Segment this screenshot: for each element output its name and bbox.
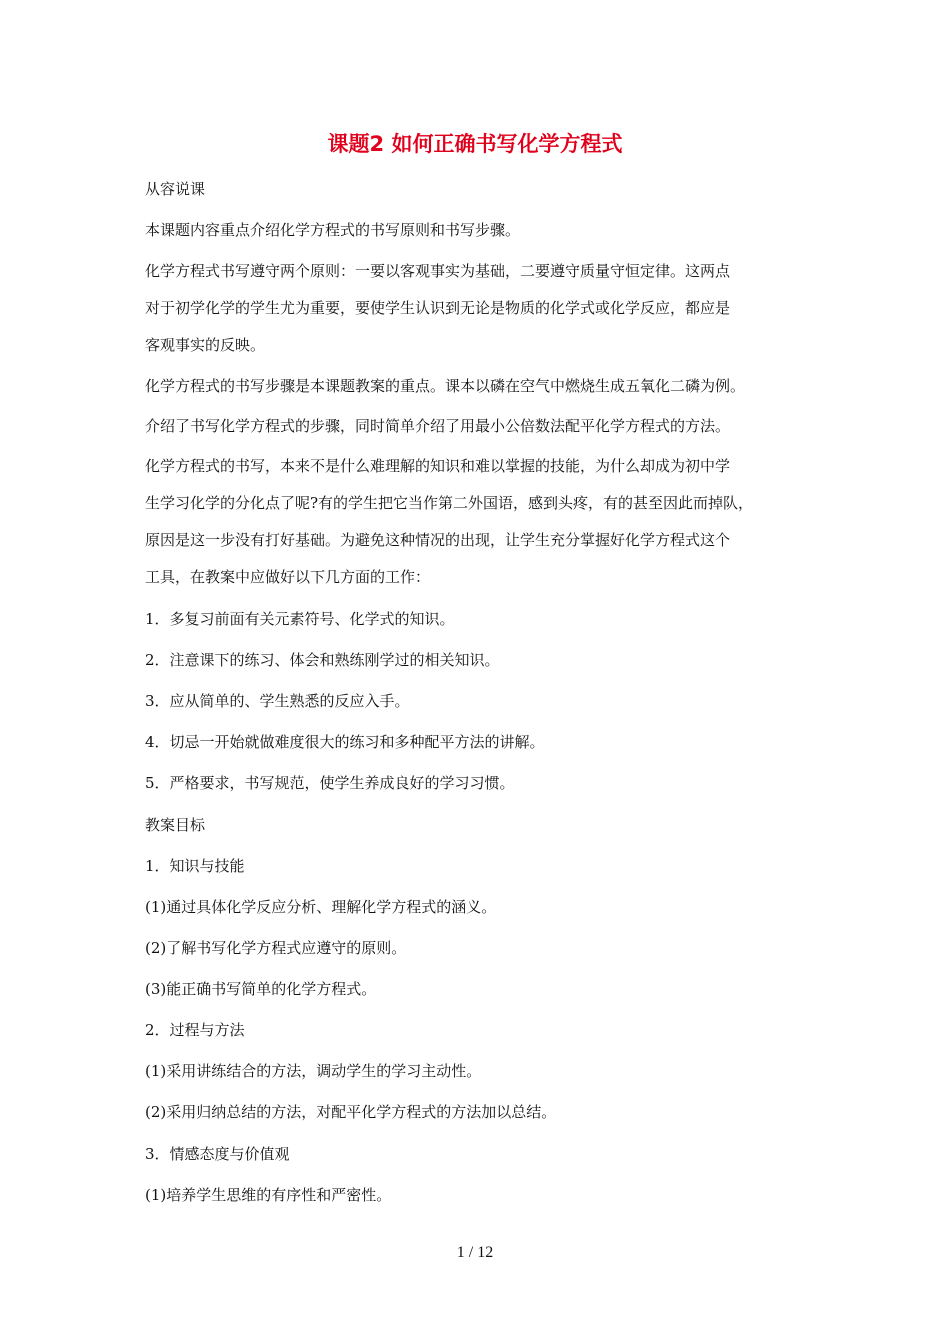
subsection-heading: 3．情感态度与价值观	[145, 1145, 290, 1163]
list-item: 1．多复习前面有关元素符号、化学式的知识。	[145, 610, 455, 628]
paragraph-line: 化学方程式的书写，本来不是什么难理解的知识和难以掌握的技能，为什么却成为初中学	[145, 457, 731, 475]
list-item: 5．严格要求，书写规范，使学生养成良好的学习习惯。	[145, 774, 515, 792]
paragraph-line: 原因是这一步没有打好基础。为避免这种情况的出现，让学生充分掌握好化学方程式这个	[145, 531, 731, 549]
page-title: 课题2 如何正确书写化学方程式	[327, 132, 623, 156]
paragraph-line: 化学方程式书写遵守两个原则：一要以客观事实为基础，二要遵守质量守恒定律。这两点	[145, 262, 731, 280]
subsection-heading: 1．知识与技能	[145, 857, 245, 875]
list-item: 2．注意课下的练习、体会和熟练刚学过的相关知识。	[145, 651, 500, 669]
list-item: (1)培养学生思维的有序性和严密性。	[145, 1186, 392, 1204]
list-item: (3)能正确书写简单的化学方程式。	[145, 980, 377, 998]
page-number: 1 / 12	[456, 1244, 494, 1261]
paragraph-line: 对于初学化学的学生尤为重要，要使学生认识到无论是物质的化学式或化学反应，都应是	[145, 299, 731, 317]
paragraph-line: 本课题内容重点介绍化学方程式的书写原则和书写步骤。	[145, 221, 521, 239]
paragraph-line: 生学习化学的分化点了呢?有的学生把它当作第二外国语，感到头疼，有的甚至因此而掉队，	[145, 494, 754, 512]
list-item: 4．切忌一开始就做难度很大的练习和多种配平方法的讲解。	[145, 733, 545, 751]
paragraph-line: 工具，在教案中应做好以下几方面的工作：	[145, 568, 431, 586]
list-item: 3．应从简单的、学生熟悉的反应入手。	[145, 692, 410, 710]
paragraph-line: 介绍了书写化学方程式的步骤，同时简单介绍了用最小公倍数法配平化学方程式的方法。	[145, 417, 731, 435]
subsection-heading: 2．过程与方法	[145, 1021, 245, 1039]
paragraph-line: 化学方程式的书写步骤是本课题教案的重点。课本以磷在空气中燃烧生成五氧化二磷为例。	[145, 377, 746, 395]
paragraph-line: 客观事实的反映。	[145, 336, 266, 354]
list-item: (2)了解书写化学方程式应遵守的原则。	[145, 939, 407, 957]
list-item: (1)通过具体化学反应分析、理解化学方程式的涵义。	[145, 898, 497, 916]
list-item: (1)采用讲练结合的方法，调动学生的学习主动性。	[145, 1062, 482, 1080]
list-item: (2)采用归纳总结的方法，对配平化学方程式的方法加以总结。	[145, 1103, 557, 1121]
section-heading: 从容说课	[145, 180, 206, 198]
section-heading: 教案目标	[145, 816, 206, 834]
